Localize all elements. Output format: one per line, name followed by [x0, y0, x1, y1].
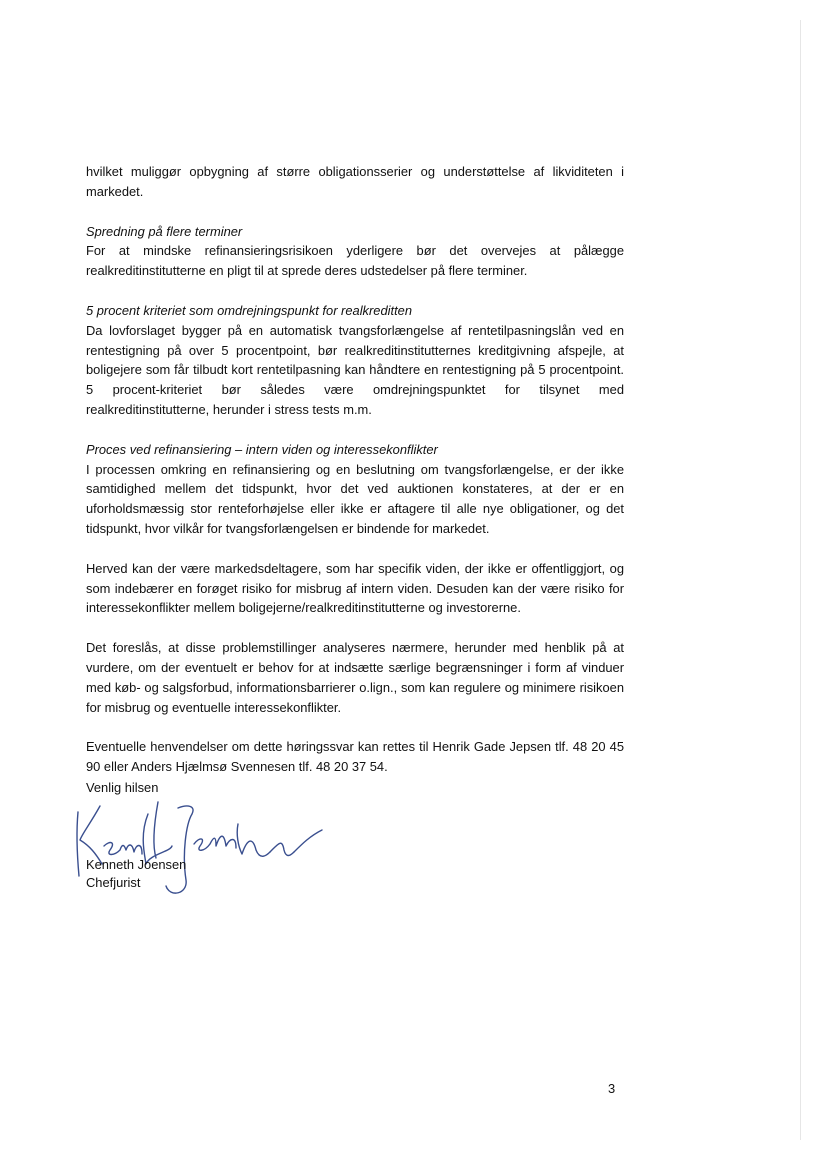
signature-block	[86, 778, 346, 898]
paragraph-contact: Eventuelle henvendelser om dette høringssvar kan rettes til Henrik Gade Jepsen tlf. 48 20 45 90 eller Anders Hjælmsø Svennesen tlf. 48 20 37 54.	[86, 739, 624, 775]
scan-edge-line	[800, 20, 801, 1140]
paragraph-continuation: hvilket muliggør opbygning af større obligationsserier og understøttelse af likviditeten i markedet.	[86, 164, 624, 199]
page-number: 3	[608, 1081, 616, 1096]
closing-greeting: Venlig hilsen	[86, 780, 159, 795]
paragraph-refinansiering-3: Det foreslås, at disse problemstillinger analyseres nærmere, herunder med henblik på at vurdere, om der eventuelt er behov for at indsætte særlige begrænsninger i form af vinduer med køb- og salgsforbud, informationsbarrierer o.lign., som kan regulere og minimere risikoen for misbrug og eventuelle interessekonflikter.	[86, 640, 624, 715]
paragraph-refinansiering-1: I processen omkring en refinansiering og en beslutning om tvangsforlængelse, er der ikke samtidighed mellem det tidspunkt, hvor det ved auktionen konstateres, at der er en uforholdsmæssig stor renteforhøjelse eller ikke er aftagere til alle nye obligationer, og det tidspunkt, hvor vilkår for tvangsforlængelsen er bindende for markedet.	[86, 461, 624, 536]
paragraph-terminer: For at mindske refinansieringsrisikoen yderligere bør det overvejes at pålægge realkreditinstitutterne en pligt til at sprede deres udstedelser på flere terminer.	[86, 243, 624, 279]
signatory-title: Chefjurist	[86, 875, 141, 890]
document-body	[86, 162, 624, 797]
section-heading-refinansiering: Proces ved refinansiering – intern viden og interessekonflikter	[86, 441, 438, 457]
signatory-name: Kenneth Joensen	[86, 857, 187, 872]
paragraph-5-procent: Da lovforslaget bygger på en automatisk tvangsforlængelse af rentetilpasningslån ved en rentestigning på over 5 procentpoint, bør realkreditinstitutternes kreditgivning afspejle, at boligejere som får tilbudt kort rentetilpasning kan håndtere en rentestigning på 5 procentpoint. 5 procent-kriteriet bør således være omdrejningspunktet for tilsynet med realkreditinstitutterne, herunder i stress tests m.m.	[86, 322, 624, 417]
section-heading-terminer: Spredning på flere terminer	[86, 223, 243, 239]
section-heading-5-procent: 5 procent kriteriet som omdrejningspunkt for realkreditten	[86, 302, 412, 318]
paragraph-refinansiering-2: Herved kan der være markedsdeltagere, som har specifik viden, der ikke er offentliggjort, og som indebærer en forøget risiko for misbrug af intern viden. Desuden kan der være risiko for interessekonflikter mellem boligejerne/realkreditinstitutterne og investorerne.	[86, 560, 624, 616]
